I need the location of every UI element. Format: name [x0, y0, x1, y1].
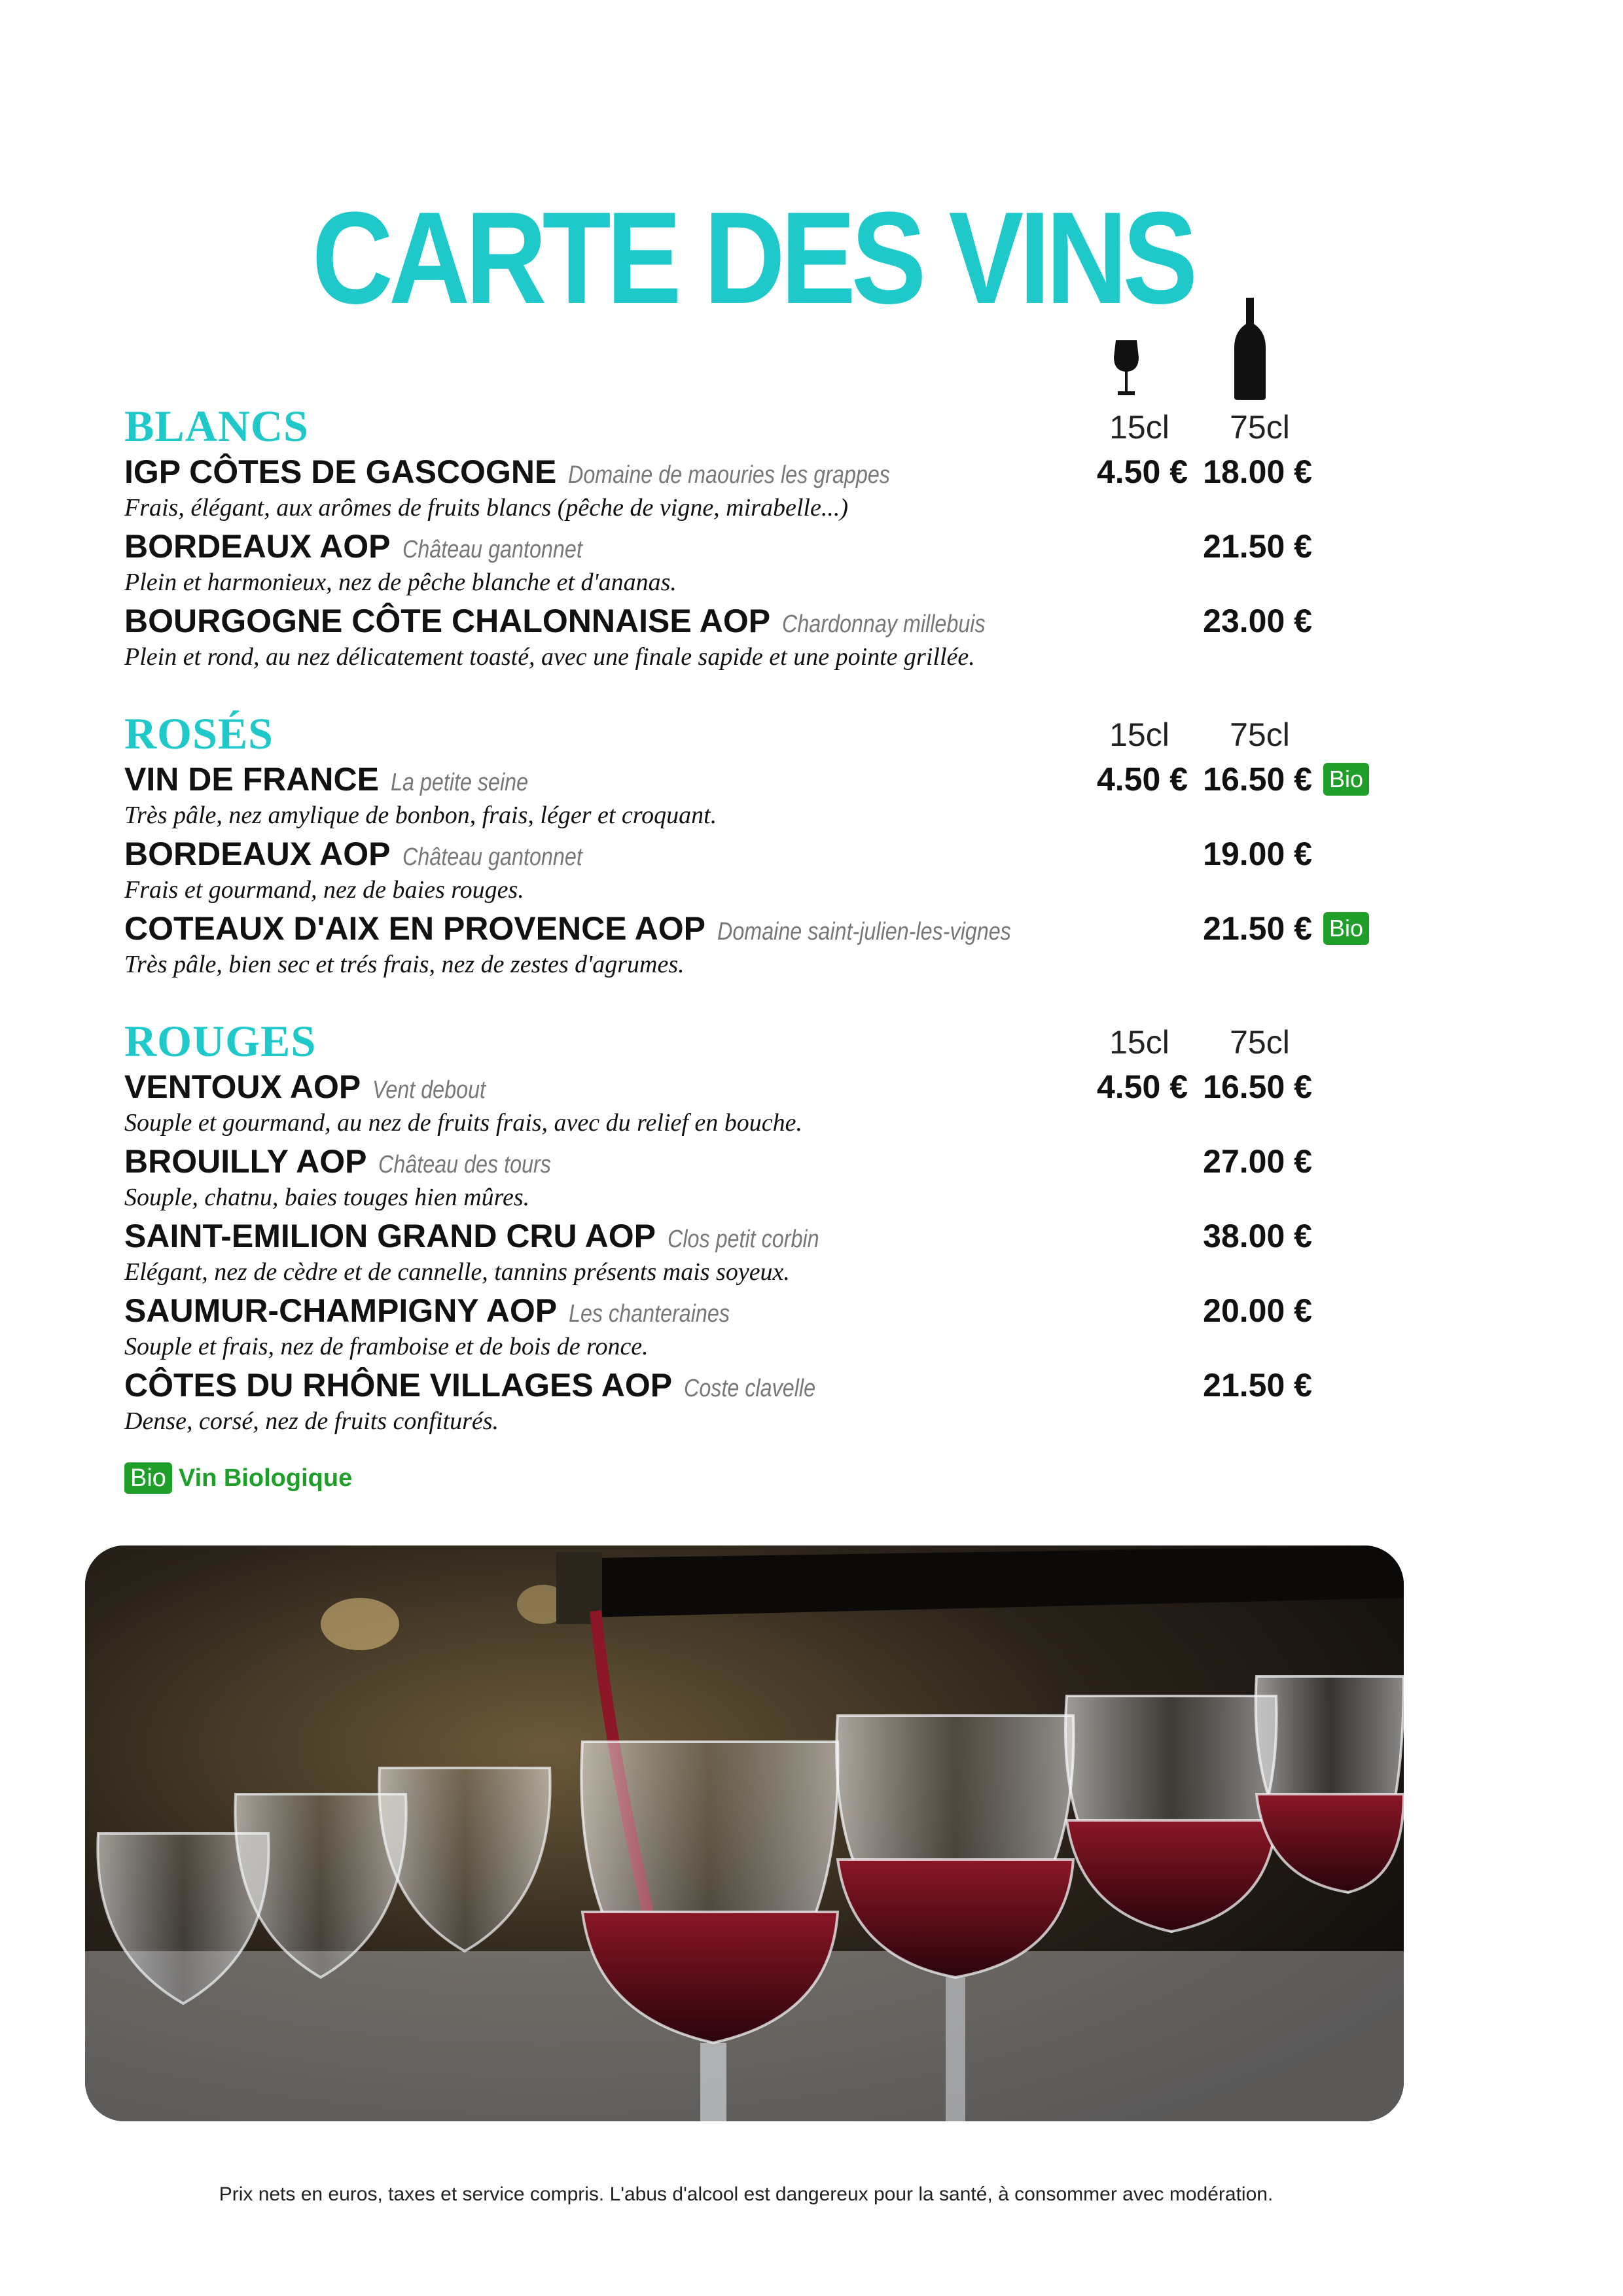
wine-item [124, 1366, 1433, 1441]
wine-name: VENTOUX AOP [124, 1069, 361, 1105]
wine-item [124, 1142, 1433, 1217]
wine-producer: La petite seine [390, 769, 529, 796]
wine-name: BORDEAUX AOP [124, 836, 391, 872]
wine-description: Souple et frais, nez de framboise et de bois de ronce. [124, 1333, 649, 1360]
wine-name: SAINT-EMILION GRAND CRU AOP [124, 1218, 656, 1254]
wine-producer: Château gantonnet [402, 536, 582, 563]
volume-bottle-label: 75cl [1230, 1024, 1290, 1061]
wine-description: Très pâle, nez amylique de bonbon, frais, léger et croquant. [124, 802, 717, 829]
price-bottle: 16.50 € [1203, 761, 1312, 798]
bio-legend-label: Vin Biologique [178, 1464, 353, 1492]
price-bottle: 20.00 € [1203, 1292, 1312, 1329]
wine-glasses-illustration [85, 1545, 1404, 2121]
volume-glass-label: 15cl [1109, 409, 1169, 446]
page-title: CARTE DES VINS [312, 185, 1194, 331]
legal-footer: Prix nets en euros, taxes et service compris. L'abus d'alcool est dangereux pour la santé, à consommer avec modération. [219, 2183, 1274, 2205]
wine-description: Elégant, nez de cèdre et de cannelle, tannins présents mais soyeux. [124, 1258, 790, 1286]
wine-description: Plein et harmonieux, nez de pêche blanche et d'ananas. [124, 569, 677, 596]
price-bottle: 19.00 € [1203, 836, 1312, 872]
wine-producer: Domaine de maouries les grappes [568, 461, 891, 489]
wine-item [124, 602, 1433, 677]
volume-glass-label: 15cl [1109, 1024, 1169, 1061]
section-title: ROUGES [124, 1016, 317, 1066]
wine-producer: Chardonnay millebuis [782, 610, 986, 638]
wine-description: Frais et gourmand, nez de baies rouges. [124, 876, 524, 904]
wine-item [124, 1292, 1433, 1366]
bio-badge: Bio [1323, 763, 1369, 796]
wine-description: Plein et rond, au nez délicatement toasté, avec une finale sapide et une pointe grillée. [124, 643, 975, 671]
section-title: BLANCS [124, 401, 309, 451]
wine-name: CÔTES DU RHÔNE VILLAGES AOP [124, 1367, 673, 1404]
wine-description: Très pâle, bien sec et trés frais, nez de zestes d'agrumes. [124, 951, 685, 978]
wine-description: Dense, corsé, nez de fruits confiturés. [124, 1407, 499, 1435]
wine-producer: Domaine saint-julien-les-vignes [717, 918, 1011, 945]
price-bottle: 21.50 € [1203, 910, 1312, 947]
wine-producer: Clos petit corbin [668, 1226, 819, 1253]
price-bottle: 27.00 € [1203, 1143, 1312, 1180]
wine-producer: Château des tours [378, 1151, 552, 1178]
wine-bottle-icon [1233, 298, 1267, 400]
price-bottle: 21.50 € [1203, 1367, 1312, 1404]
wine-item [124, 1217, 1433, 1292]
wine-name: IGP CÔTES DE GASCOGNE [124, 453, 557, 490]
price-bottle: 23.00 € [1203, 603, 1312, 639]
wine-item [124, 1068, 1433, 1142]
wine-item [124, 453, 1433, 527]
price-glass: 4.50 € [1096, 1069, 1188, 1105]
wine-name: BOURGOGNE CÔTE CHALONNAISE AOP [124, 603, 771, 639]
price-glass: 4.50 € [1096, 453, 1188, 490]
wine-name: COTEAUX D'AIX EN PROVENCE AOP [124, 910, 705, 947]
volume-bottle-label: 75cl [1230, 716, 1290, 753]
wine-producer: Les chanteraines [569, 1300, 730, 1328]
volume-bottle-label: 75cl [1230, 409, 1290, 446]
bio-legend [124, 1464, 352, 1492]
wine-description: Souple et gourmand, au nez de fruits frais, avec du relief en bouche. [124, 1109, 803, 1137]
wine-description: Frais, élégant, aux arômes de fruits blancs (pêche de vigne, mirabelle...) [124, 494, 848, 521]
price-bottle: 21.50 € [1203, 528, 1312, 565]
wine-producer: Vent debout [372, 1076, 486, 1104]
wine-name: VIN DE FRANCE [124, 761, 379, 798]
wine-glass-icon [1113, 340, 1140, 399]
wine-name: BORDEAUX AOP [124, 528, 391, 565]
volume-glass-label: 15cl [1109, 716, 1169, 753]
wine-item [124, 527, 1433, 602]
price-bottle: 18.00 € [1203, 453, 1312, 490]
price-bottle: 16.50 € [1203, 1069, 1312, 1105]
section-title: ROSÉS [124, 709, 274, 758]
bio-badge: Bio [124, 1462, 172, 1494]
wine-name: SAUMUR-CHAMPIGNY AOP [124, 1292, 558, 1329]
price-bottle: 38.00 € [1203, 1218, 1312, 1254]
wine-name: BROUILLY AOP [124, 1143, 367, 1180]
wine-producer: Château gantonnet [402, 843, 582, 871]
wine-description: Souple, chatnu, baies touges hien mûres. [124, 1184, 530, 1211]
wine-item [124, 760, 1433, 835]
wine-item [124, 835, 1433, 910]
wine-pouring-photo [85, 1545, 1404, 2121]
wine-producer: Coste clavelle [684, 1375, 816, 1402]
wine-item [124, 910, 1433, 984]
bio-badge: Bio [1323, 912, 1369, 945]
price-glass: 4.50 € [1096, 761, 1188, 798]
